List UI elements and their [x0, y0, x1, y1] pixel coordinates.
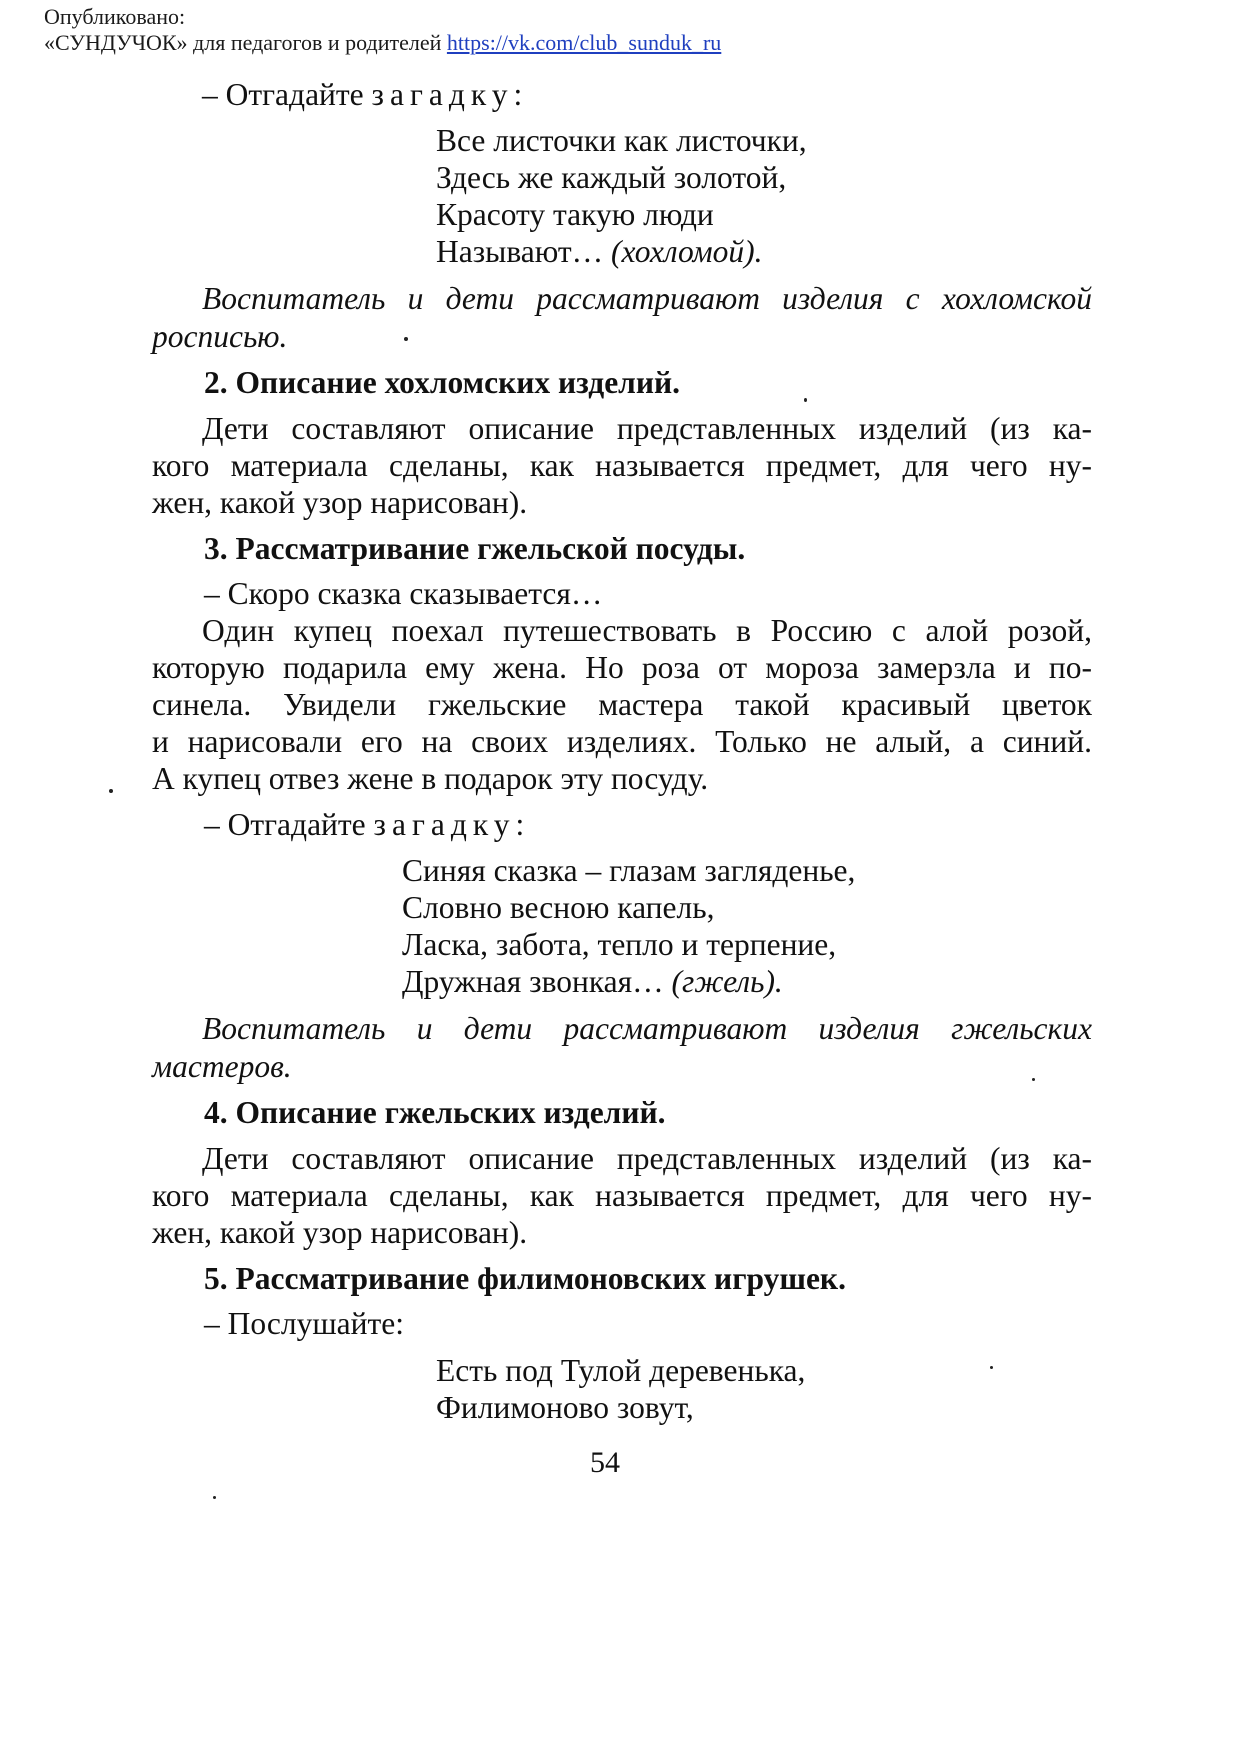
riddle2-last-line: Дружная звонкая… (гжель). — [402, 964, 783, 999]
section2-line2: кого материала сделаны, как называется предмет, для чего ну- — [152, 448, 1092, 483]
publication-label: Опубликовано: — [44, 4, 186, 29]
note1-line2: росписью. — [152, 319, 288, 354]
riddle2-answer: (гжель). — [671, 964, 783, 999]
page-number: 54 — [590, 1446, 620, 1479]
section5-heading: 5. Рассматривание филимоновских игрушек. — [204, 1261, 846, 1296]
note2-line2: мастеров. — [152, 1049, 292, 1084]
section4-line3: жен, какой узор нарисован). — [152, 1215, 528, 1250]
scan-speck — [990, 1366, 993, 1369]
section5-poem-line: Есть под Тулой деревенька, — [436, 1353, 806, 1388]
note2-line1: Воспитатель и дети рассматривают изделия гжельских — [202, 1011, 1092, 1046]
section3-opening: – Скоро сказка сказывается… — [204, 576, 603, 611]
section2-line3: жен, какой узор нарисован). — [152, 485, 528, 520]
note1-line1: Воспитатель и дети рассматривают изделия с хохломской — [202, 281, 1092, 316]
section4-heading: 4. Описание гжельских изделий. — [204, 1095, 666, 1130]
scan-speck — [1032, 1078, 1035, 1081]
riddle1-line: Все листочки как листочки, — [436, 123, 807, 158]
section5-opening: – Послушайте: — [204, 1306, 404, 1341]
riddle2-line: Ласка, забота, тепло и терпение, — [402, 927, 837, 962]
section5-poem-line: Филимоново зовут, — [436, 1390, 694, 1425]
publication-line — [44, 30, 721, 56]
section3-line5: А купец отвез жене в подарок эту посуду. — [152, 761, 709, 796]
riddle1-answer: (хохломой). — [611, 234, 763, 269]
publication-link[interactable]: https://vk.com/club_sunduk_ru — [446, 30, 722, 55]
publication-source: «СУНДУЧОК» для педагогов и родителей — [44, 30, 442, 55]
section3-line1: Один купец поехал путешествовать в Россию с алой розой, — [202, 613, 1092, 648]
section3-line2: которую подарила ему жена. Но роза от мороза замерзла и по- — [152, 650, 1092, 685]
section3-line4: и нарисовали его на своих изделиях. Только не алый, а синий. — [152, 724, 1092, 759]
riddle2-intro: – Отгадайте загадку: — [204, 807, 525, 842]
scan-speck — [804, 398, 807, 402]
riddle2-line: Синяя сказка – глазам загляденье, — [402, 853, 856, 888]
section4-line1: Дети составляют описание представленных изделий (из ка- — [202, 1141, 1092, 1176]
riddle1-last-line: Называют… (хохломой). — [436, 234, 763, 269]
section4-line2: кого материала сделаны, как называется предмет, для чего ну- — [152, 1178, 1092, 1213]
riddle1-line: Здесь же каждый золотой, — [436, 160, 787, 195]
section3-heading: 3. Рассматривание гжельской посуды. — [204, 531, 746, 566]
scan-speck — [213, 1496, 216, 1499]
riddle1-line: Красоту такую люди — [436, 197, 714, 232]
riddle1-intro: – Отгадайте загадку: — [202, 77, 523, 112]
section3-line3: синела. Увидели гжельские мастера такой красивый цветок — [152, 687, 1092, 722]
section2-heading: 2. Описание хохломских изделий. — [204, 365, 681, 400]
riddle2-line: Словно весною капель, — [402, 890, 715, 925]
section2-line1: Дети составляют описание представленных изделий (из ка- — [202, 411, 1092, 446]
scan-speck — [109, 789, 113, 793]
scan-speck — [404, 337, 408, 341]
